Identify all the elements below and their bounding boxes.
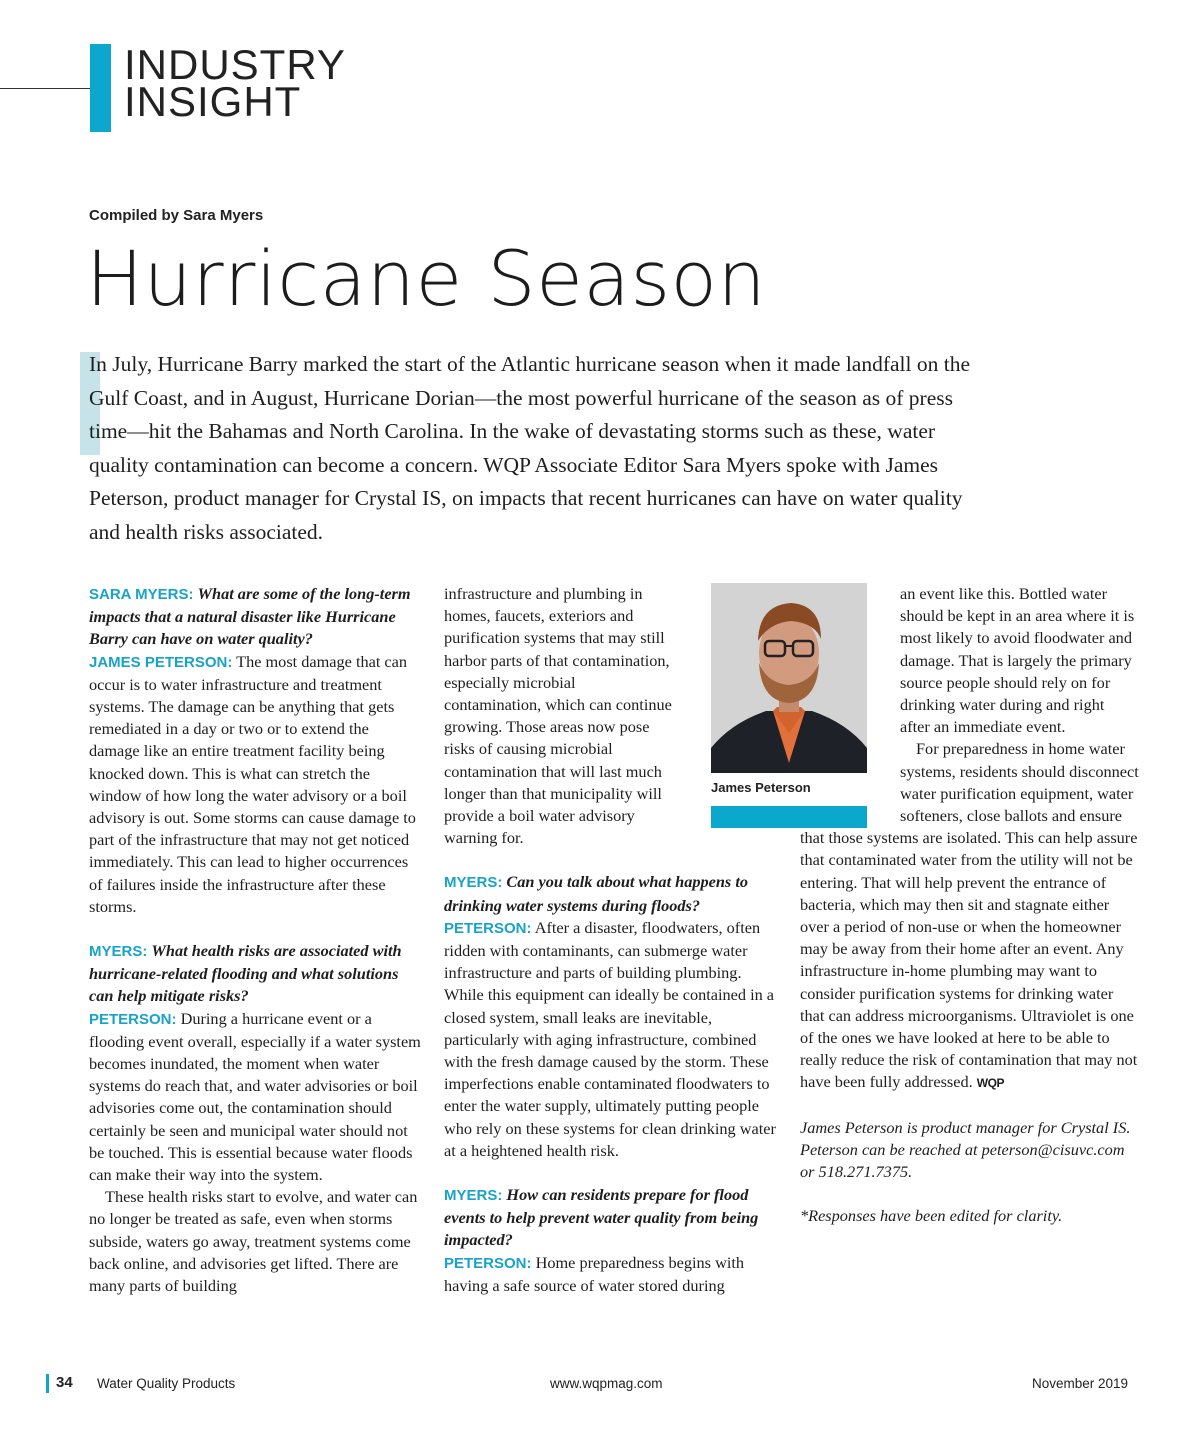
speaker-label: MYERS: <box>89 943 148 961</box>
speaker-label: PETERSON: <box>444 919 532 937</box>
speaker-label: MYERS: <box>444 1187 503 1205</box>
speaker-label: PETERSON: <box>444 1254 532 1272</box>
section-label-line1: INDUSTRY <box>124 41 346 88</box>
answer-text: The most damage that can occur is to water infrastructure and treatment systems. The damage can be anything that gets remediated in a day or two or to extend the damage like an entire treatment facility being knocked down. This is what can stretch the window of how long the water advisory or a boil advisory is out. Some storms can cause damage to part of the infrastructure that may not get noticed immediately. This can lead to higher occurrences of failures inside the infrastructure after these storms. <box>89 651 416 916</box>
question-text: Can you talk about what happens to drinking water systems during floods? <box>444 872 748 915</box>
byline: Compiled by Sara Myers <box>89 207 264 224</box>
answer-text: During a hurricane event or a flooding event overall, especially if a water system becomes inundated, the moment when water systems do reach that, and water advisories or boil advisories come out, the contamination should certainly be seen and municipal water should not be touched. This is essential because water floods can make their way into the system. <box>89 1008 421 1185</box>
intro-paragraph: In July, Hurricane Barry marked the start of the Atlantic hurricane season when it made landfall on the Gulf Coast, and in August, Hurricane Dorian—the most powerful hurricane of the season as of press time—hit the Bahamas and North Carolina. In the wake of devastating storms such as these, water quality contamination can become a concern. WQP Associate Editor Sara Myers spoke with James Peterson, product manager for Crystal IS, on impacts that recent hurricanes can have on water quality and health risks associated. <box>89 352 970 544</box>
question-text: What are some of the long-term impacts that a natural disaster like Hurricane Barry can have on water quality? <box>89 584 411 649</box>
column-3 <box>800 583 1140 1227</box>
article-title: Hurricane Season <box>86 234 767 323</box>
speaker-label: PETERSON: <box>89 1010 177 1028</box>
speaker-label: JAMES PETERSON: <box>89 653 233 671</box>
page-number: 34 <box>56 1374 73 1391</box>
end-mark: WQP <box>976 1076 1004 1091</box>
photo-caption: James Peterson <box>711 780 811 795</box>
speaker-label: MYERS: <box>444 874 503 892</box>
column-1 <box>89 583 423 1297</box>
author-bio: James Peterson is product manager for Crystal IS. Peterson can be reached at peterson@cisuvc.com or 518.271.7375. <box>800 1117 1131 1182</box>
question-2 <box>89 940 423 1008</box>
speaker-label: SARA MYERS: <box>89 586 194 603</box>
section-label <box>124 41 346 125</box>
answer-text: Home preparedness begins with having a safe source of water stored during <box>444 1252 745 1295</box>
editorial-note: *Responses have been edited for clarity. <box>800 1206 1063 1226</box>
question-text: How can residents prepare for flood events to help prevent water quality from being impacted? <box>444 1185 759 1250</box>
question-1 <box>89 583 423 651</box>
answer-4-paragraph-2 <box>800 738 1140 1094</box>
answer-text: For preparedness in home water systems, residents should disconnect water purification equipment, water softeners, close ballots and ensure that those systems are isolated. This can help assure that contaminated water from the utility will not be entering. That will help prevent the entrance of bacteria, which may then sit and stagnate either over a period of non-use or when the homeowner may be away from their home after an event. Any infrastructure in-home plumbing may want to consider purification systems for drinking water that can address microorganisms. Ultraviolet is one of the ones we have looked at here to be able to really reduce the risk of contamination that may not have been fully addressed. <box>800 739 1139 1092</box>
text-wrap-spacer <box>800 738 900 826</box>
answer-2-continued: These health risks start to evolve, and water can no longer be treated as safe, even when storms subside, waters go away, treatment systems come back online, and advisories get lifted. There are many parts of building <box>89 1187 418 1296</box>
footer-accent-bar <box>46 1374 49 1393</box>
answer-4-continued: an event like this. Bottled water should be kept in an area where it is most likely to avoid floodwater and damage. That is largely the primary source people should rely on for drinking water during and right after an immediate event. <box>900 584 1135 737</box>
answer-2 <box>89 1008 423 1187</box>
section-label-line2: INSIGHT <box>124 78 302 125</box>
issue-date: November 2019 <box>1032 1376 1129 1391</box>
website-url: www.wqpmag.com <box>550 1376 663 1391</box>
answer-1 <box>89 651 423 918</box>
section-accent-bar <box>90 44 111 132</box>
answer-2-end: infrastructure and plumbing in homes, faucets, exteriors and purification systems that may still harbor parts of that contamination, especially microbial contamination, which can continue growing. Those areas now pose risks of causing microbial contamination that will last much longer than that municipality will provide a boil water advisory warning for. <box>444 584 672 848</box>
answer-4 <box>444 1252 780 1297</box>
question-text: What health risks are associated with hurricane-related flooding and what solutions can help mitigate risks? <box>89 941 402 1006</box>
publication-name: Water Quality Products <box>97 1376 236 1391</box>
question-4 <box>444 1184 780 1252</box>
answer-3 <box>444 917 780 1162</box>
answer-text: After a disaster, floodwaters, often ridden with contaminants, can submerge water infrastructure and parts of building plumbing. While this equipment can ideally be contained in a closed system, small leaks are inevitable, particularly with aging infrastructure, combined with the fresh damage caused by the storm. These imperfections enable contaminated floodwaters to enter the water supply, ultimately putting people who rely on these systems for clean drinking water at a heightened health risk. <box>444 917 776 1160</box>
header-rule <box>0 88 92 89</box>
question-3 <box>444 871 780 916</box>
